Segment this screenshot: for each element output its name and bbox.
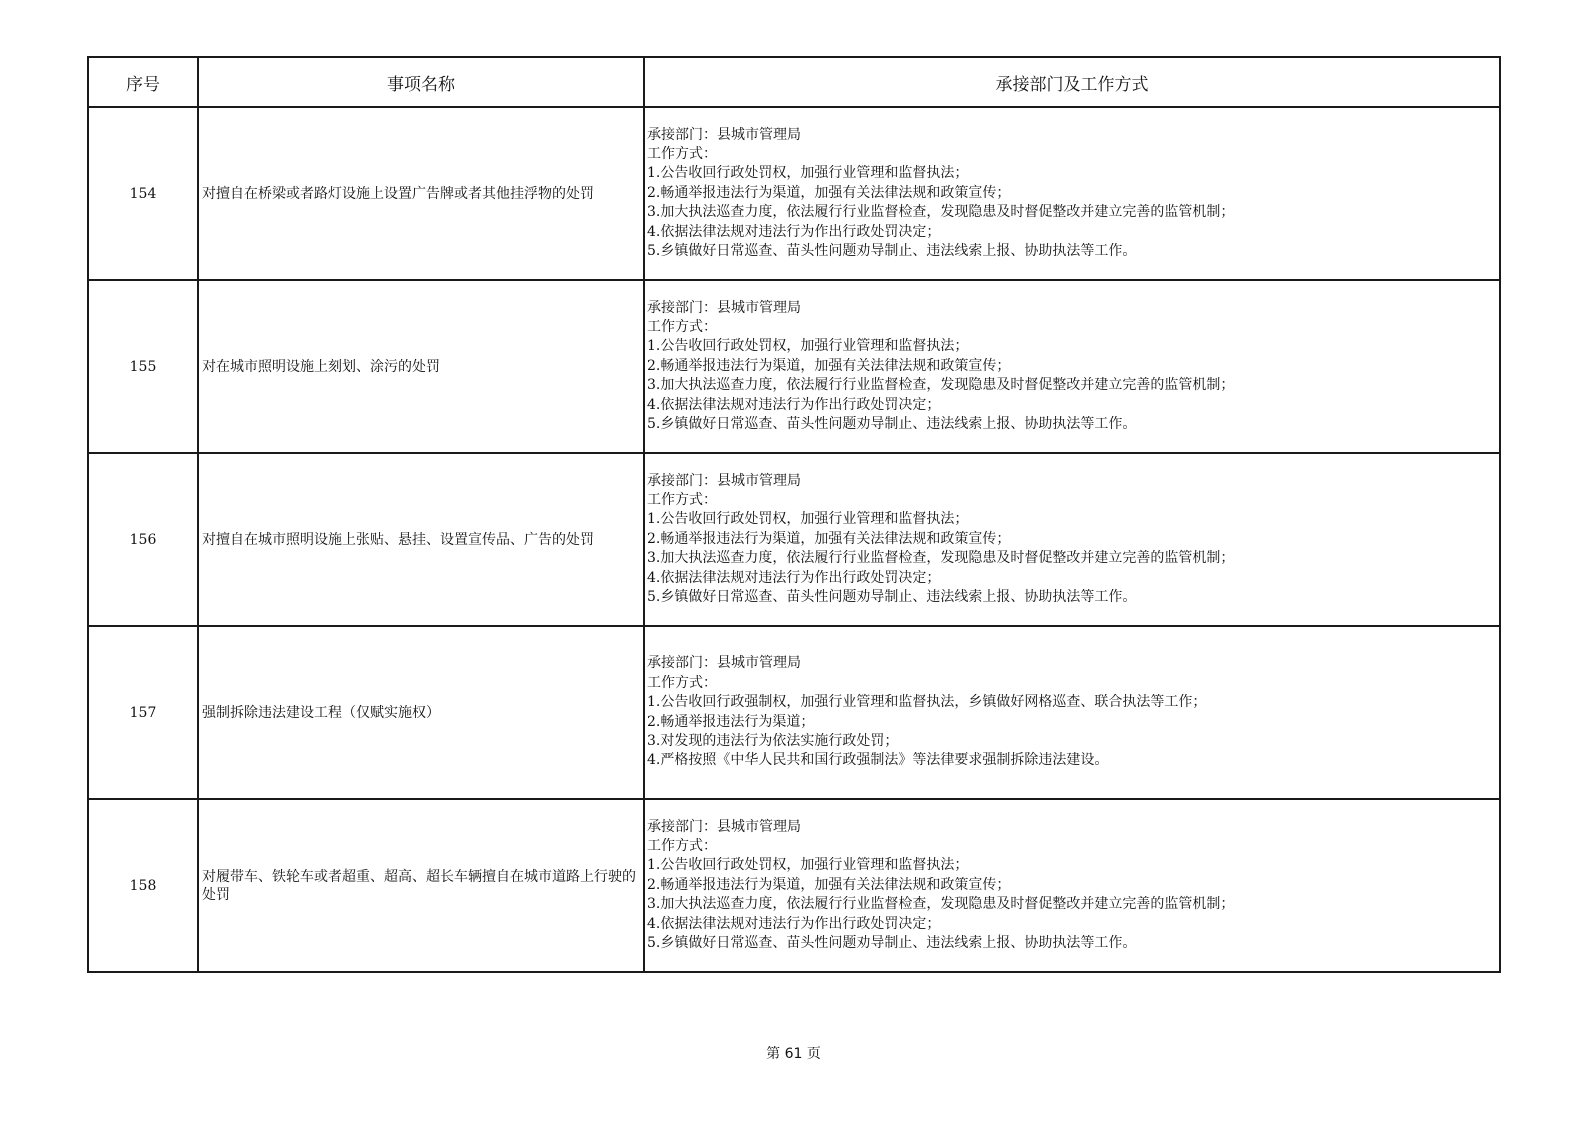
matter-name-cell: 对擅自在桥梁或者路灯设施上设置广告牌或者其他挂浮物的处罚 — [198, 107, 644, 280]
method-line: 4.依据法律法规对违法行为作出行政处罚决定； — [647, 223, 941, 240]
method-line: 2.畅通举报违法行为渠道，加强有关法律法规和政策宣传； — [647, 357, 1011, 374]
method-line: 承接部门：县城市管理局 — [647, 655, 801, 672]
table-row — [88, 626, 1500, 799]
method-line: 1.公告收回行政处罚权，加强行业管理和监督执法； — [647, 338, 969, 355]
method-line: 工作方式： — [647, 145, 717, 162]
header-serial-number: 序号 — [88, 57, 198, 107]
header-matter-name: 事项名称 — [198, 57, 644, 107]
method-line: 工作方式： — [647, 674, 717, 691]
serial-number-cell: 158 — [88, 799, 198, 972]
method-line: 5.乡镇做好日常巡查、苗头性问题劝导制止、违法线索上报、协助执法等工作。 — [647, 416, 1137, 433]
serial-number-cell: 157 — [88, 626, 198, 799]
method-line: 1.公告收回行政处罚权，加强行业管理和监督执法； — [647, 165, 969, 182]
method-line: 5.乡镇做好日常巡查、苗头性问题劝导制止、违法线索上报、协助执法等工作。 — [647, 935, 1137, 952]
department-method-cell — [644, 107, 1500, 280]
method-line: 1.公告收回行政处罚权，加强行业管理和监督执法； — [647, 511, 969, 528]
method-line: 2.畅通举报违法行为渠道，加强有关法律法规和政策宣传； — [647, 184, 1011, 201]
method-line: 承接部门：县城市管理局 — [647, 126, 801, 143]
method-line: 3.加大执法巡查力度，依法履行行业监督检查，发现隐患及时督促整改并建立完善的监管机制； — [647, 377, 1235, 394]
method-line: 承接部门：县城市管理局 — [647, 299, 801, 316]
method-line: 4.依据法律法规对违法行为作出行政处罚决定； — [647, 915, 941, 932]
department-method-cell — [644, 453, 1500, 626]
department-method-cell — [644, 799, 1500, 972]
header-department-and-method: 承接部门及工作方式 — [644, 57, 1500, 107]
method-line: 1.公告收回行政强制权，加强行业管理和监督执法，乡镇做好网格巡查、联合执法等工作； — [647, 694, 1207, 711]
method-line: 工作方式： — [647, 491, 717, 508]
method-line: 2.畅通举报违法行为渠道，加强有关法律法规和政策宣传； — [647, 876, 1011, 893]
method-line: 5.乡镇做好日常巡查、苗头性问题劝导制止、违法线索上报、协助执法等工作。 — [647, 243, 1137, 260]
method-line: 1.公告收回行政处罚权，加强行业管理和监督执法； — [647, 857, 969, 874]
method-line: 5.乡镇做好日常巡查、苗头性问题劝导制止、违法线索上报、协助执法等工作。 — [647, 589, 1137, 606]
matters-table — [87, 56, 1501, 973]
method-line: 3.加大执法巡查力度，依法履行行业监督检查，发现隐患及时督促整改并建立完善的监管机制； — [647, 550, 1235, 567]
table-row — [88, 453, 1500, 626]
serial-number-cell: 155 — [88, 280, 198, 453]
matter-name-cell: 对履带车、铁轮车或者超重、超高、超长车辆擅自在城市道路上行驶的处罚 — [198, 799, 644, 972]
method-line: 工作方式： — [647, 837, 717, 854]
serial-number-cell: 156 — [88, 453, 198, 626]
matter-name-cell: 对在城市照明设施上刻划、涂污的处罚 — [198, 280, 644, 453]
method-line: 工作方式： — [647, 318, 717, 335]
department-method-cell — [644, 280, 1500, 453]
method-line: 3.对发现的违法行为依法实施行政处罚； — [647, 732, 899, 749]
method-line: 4.依据法律法规对违法行为作出行政处罚决定； — [647, 569, 941, 586]
table-row — [88, 107, 1500, 280]
matter-name-cell: 强制拆除违法建设工程（仅赋实施权） — [198, 626, 644, 799]
method-line: 2.畅通举报违法行为渠道，加强有关法律法规和政策宣传； — [647, 530, 1011, 547]
serial-number-cell: 154 — [88, 107, 198, 280]
table-row — [88, 280, 1500, 453]
method-line: 承接部门：县城市管理局 — [647, 818, 801, 835]
table-header-row — [88, 57, 1500, 107]
method-line: 3.加大执法巡查力度，依法履行行业监督检查，发现隐患及时督促整改并建立完善的监管机制； — [647, 204, 1235, 221]
method-line: 4.依据法律法规对违法行为作出行政处罚决定； — [647, 396, 941, 413]
method-line: 承接部门：县城市管理局 — [647, 472, 801, 489]
method-line: 3.加大执法巡查力度，依法履行行业监督检查，发现隐患及时督促整改并建立完善的监管机制； — [647, 896, 1235, 913]
department-method-cell — [644, 626, 1500, 799]
method-line: 4.严格按照《中华人民共和国行政强制法》等法律要求强制拆除违法建设。 — [647, 752, 1109, 769]
method-line: 2.畅通举报违法行为渠道； — [647, 713, 815, 730]
page-number: 第 61 页 — [766, 1046, 821, 1062]
matter-name-cell: 对擅自在城市照明设施上张贴、悬挂、设置宣传品、广告的处罚 — [198, 453, 644, 626]
table-row — [88, 799, 1500, 972]
